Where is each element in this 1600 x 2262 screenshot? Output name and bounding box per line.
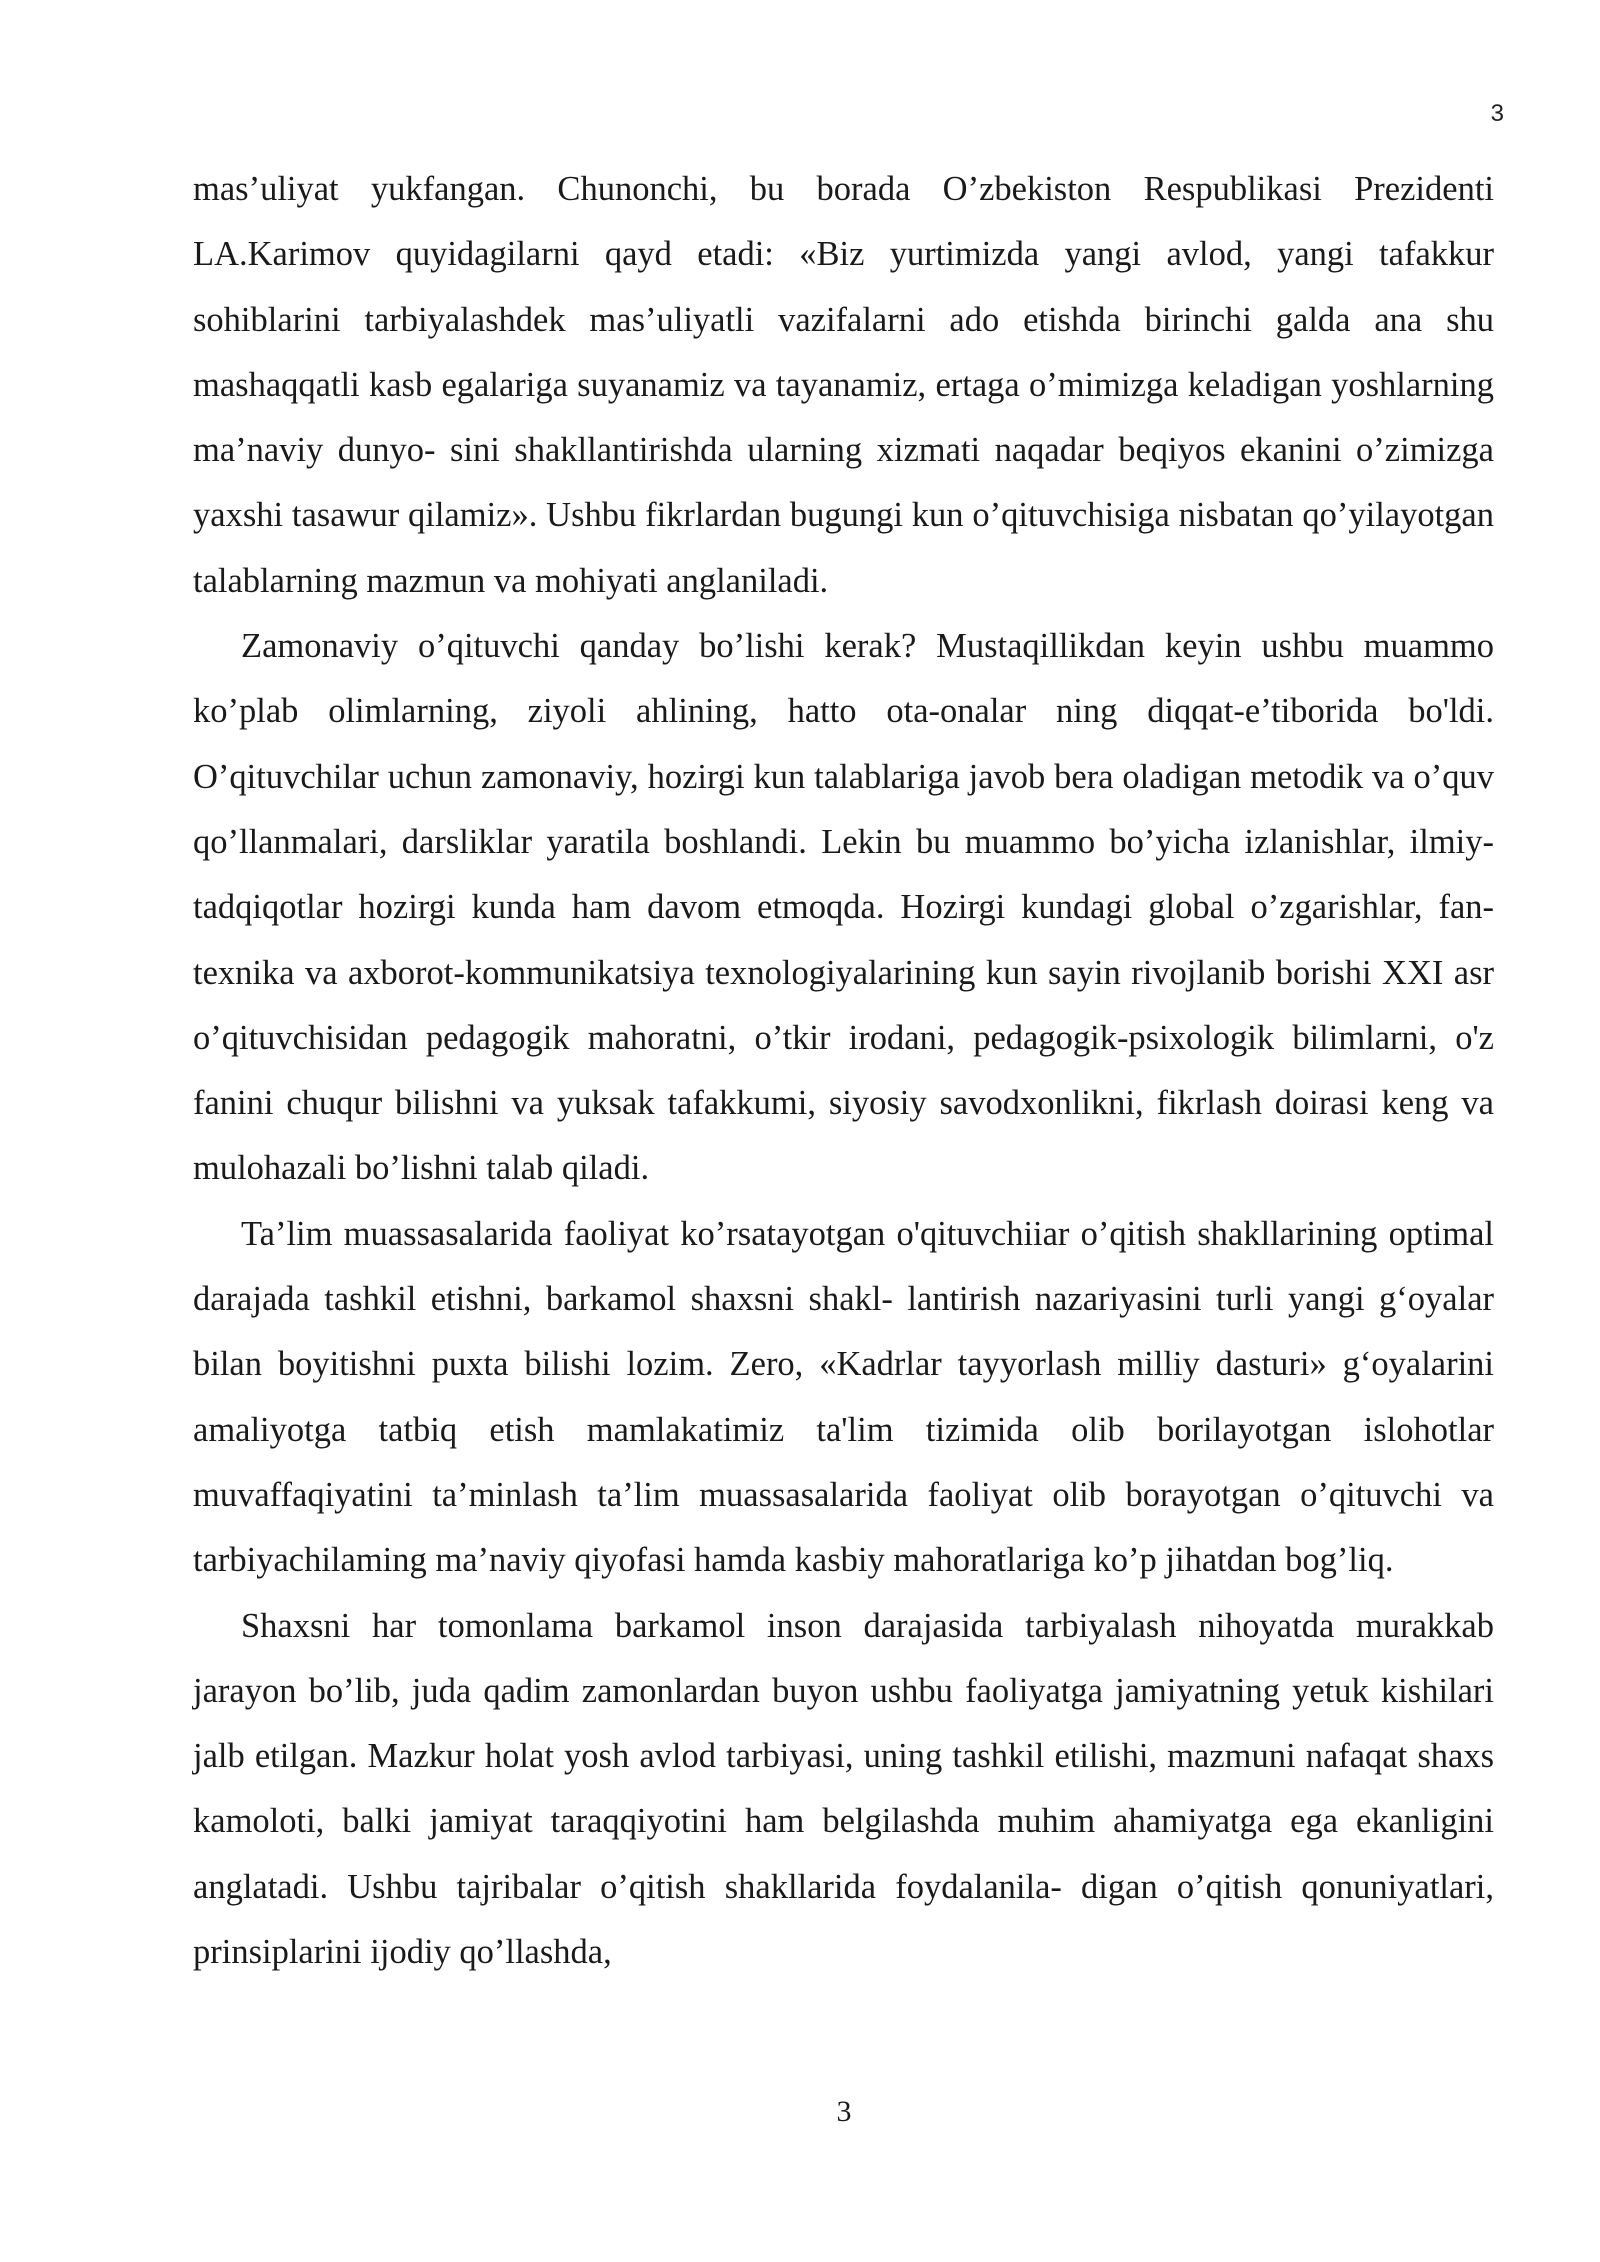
header-page-number: 3 [1490,100,1504,127]
paragraph-2: Zamonaviy o’qituvchi qanday bo’lishi kerak? Mustaqillikdan keyin ushbu muammo ko’plab olimlarning, ziyoli ahlining, hatto ota-onalar ning diqqat-e’tiborida bo'ldi. O’qituvchilar uchun zamonaviy, hozirgi kun talablariga javob bera oladigan metodik va o’quv qo’llanmalari, darsliklar yaratila boshlandi. Lekin bu muammo bo’yicha izlanishlar, ilmiy-tadqiqotlar hozirgi kunda ham davom etmoqda. Hozirgi kundagi global o’zgarishlar, fan-texnika va axborot-kommunikatsiya texnologiyalarining kun sayin rivojlanib borishi XXI asr o’qituvchisidan pedagogik mahoratni, o’tkir irodani, pedagogik-psixologik bilimlarni, o'z fanini chuqur bilishni va yuksak tafakkumi, siyosiy savodxonlikni, fikrlash doirasi keng va mulohazali bo’lishni talab qiladi. [193,627,1494,1188]
paragraph-4: Shaxsni har tomonlama barkamol inson darajasida tarbiyalash nihoyatda murakkab jarayon bo’lib, juda qadim zamonlardan buyon ushbu faoliyatga jamiyatning yetuk kishilari jalb etilgan. Mazkur holat yosh avlod tarbiyasi, uning tashkil etilishi, mazmuni nafaqat shaxs kamoloti, balki jamiyat taraqqiyotini ham belgilashda muhim ahamiyatga ega ekanligini anglatadi. Ushbu tajribalar o’qitish shakllarida foydalanila- digan o’qitish qonuniyatlari, prinsiplarini ijodiy qo’llashda, [193,1606,1494,1972]
paragraph-1: mas’uliyat yukfangan. Chunonchi, bu borada O’zbekiston Respublikasi Prezidenti LA.Karimov quyidagilarni qayd etadi: «Biz yurtimizda yangi avlod, yangi tafakkur sohiblarini tarbiyalashdek mas’uliyatli vazifalarni ado etishda birinchi galda ana shu mashaqqatli kasb egalariga suyanamiz va tayanamiz, ertaga o’mimizga keladigan yoshlarning ma’naviy dunyo- sini shakllantirishda ularning xizmati naqadar beqiyos ekanini o’zimizga yaxshi tasawur qilamiz». Ushbu fikrlardan bugungi kun o’qituvchisiga nisbatan qo’yilayotgan talablarning mazmun va mohiyati anglaniladi. [193,170,1494,600]
footer-page-number: 3 [836,2095,852,2128]
body-text [193,157,1494,1985]
paragraph-3: Ta’lim muassasalarida faoliyat ko’rsatayotgan o'qituvchiiar o’qitish shakllarining optimal darajada tashkil etishni, barkamol shaxsni shakl- lantirish nazariyasini turli yangi g‘oyalar bilan boyitishni puxta bilishi lozim. Zero, «Kadrlar tayyorlash milliy dasturi» g‘oyalarini amaliyotga tatbiq etish mamlakatimiz ta'lim tizimida olib borilayotgan islohotlar muvaffaqiyatini ta’minlash ta’lim muassasalarida faoliyat olib borayotgan o’qituvchi va tarbiyachilaming ma’naviy qiyofasi hamda kasbiy mahoratlariga ko’p jihatdan bog’liq. [193,1214,1494,1580]
